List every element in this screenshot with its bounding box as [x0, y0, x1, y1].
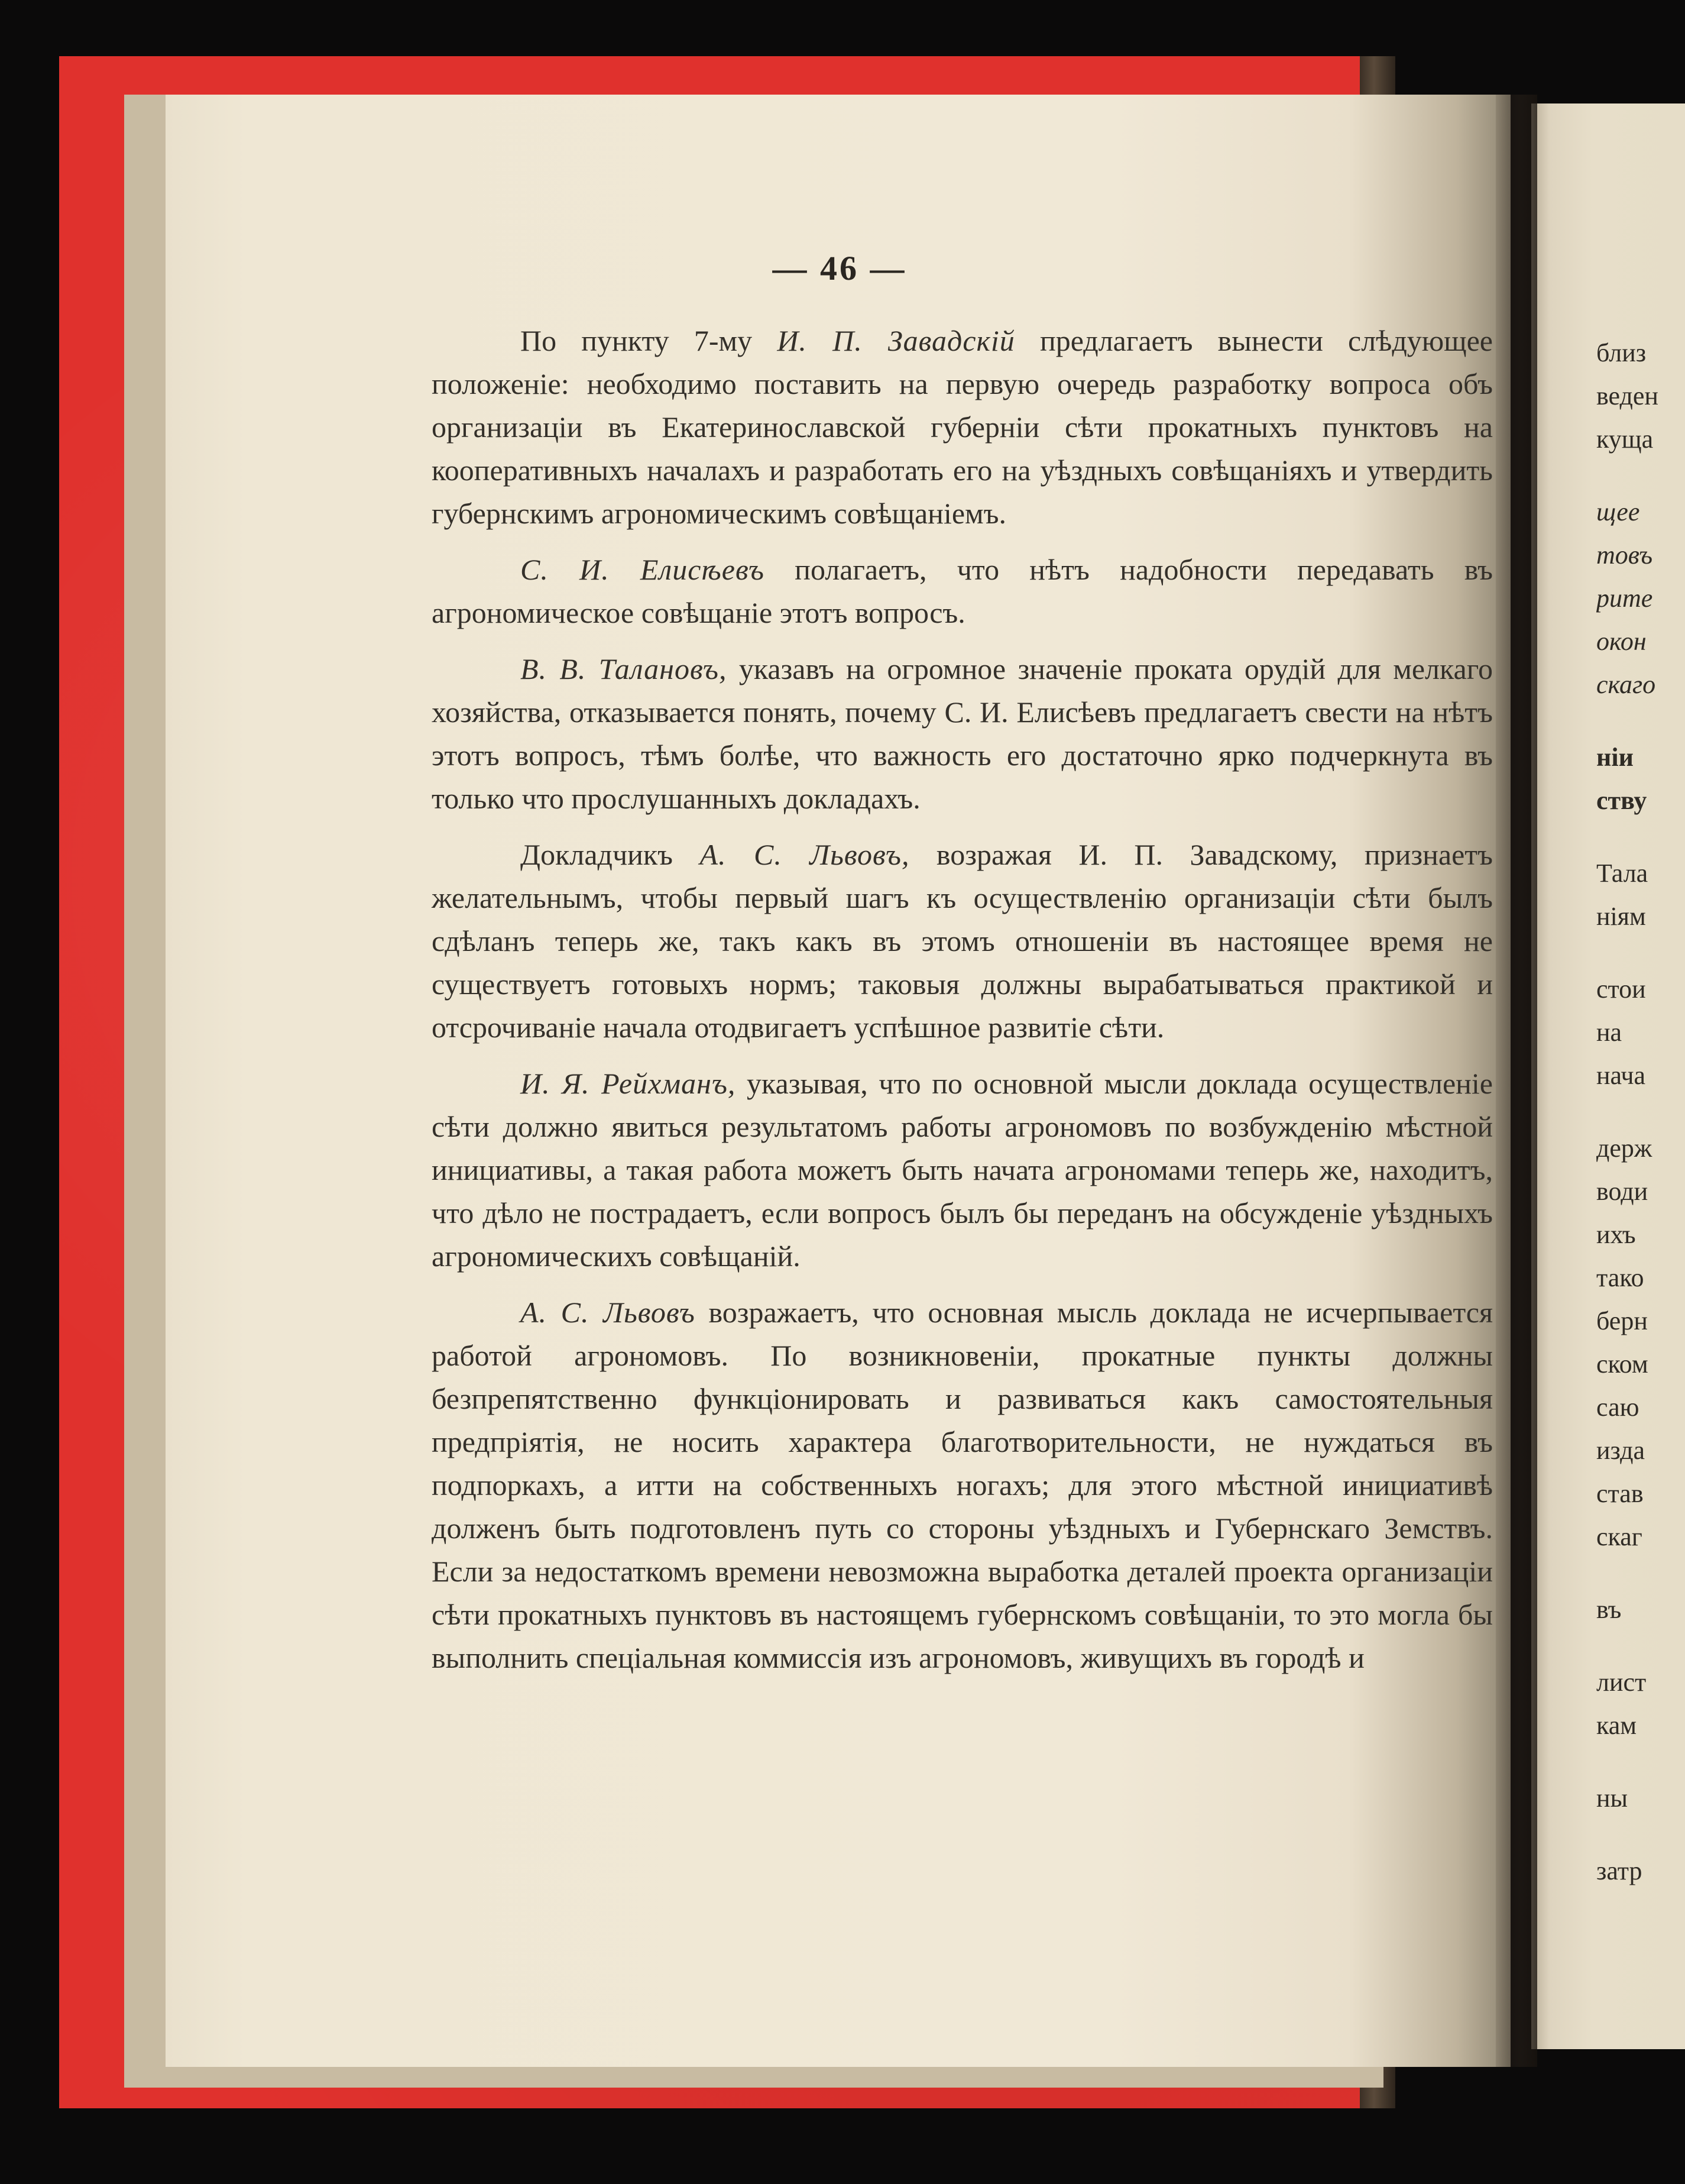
right-page-line: саю [1596, 1393, 1639, 1422]
right-page-line: окон [1596, 627, 1647, 656]
paragraph-text: указавъ на огромное значеніе проката орудій для мелкаго хозяйства, отказывается понять, почему С. И. Елисѣевъ предлагаетъ свести на нѣтъ этотъ вопросъ, тѣмъ болѣе, что важность его достаточно ярко подчеркнута въ только что прослушанныхъ докладахъ. [432, 652, 1493, 815]
right-page-line: ихъ [1596, 1220, 1636, 1249]
right-page-line: держ [1596, 1134, 1652, 1163]
right-page-line [1596, 1558, 1685, 1588]
page-gutter [1496, 95, 1537, 2067]
right-page-line: нача [1596, 1061, 1645, 1090]
right-page-line: став [1596, 1479, 1644, 1508]
right-page-line: рите [1596, 584, 1653, 613]
right-page-line: берн [1596, 1306, 1648, 1335]
right-page-line: ны [1596, 1784, 1628, 1813]
right-page-line: ніям [1596, 902, 1646, 931]
paragraph-text: предлагаетъ вынести слѣдующее положеніе: необходимо поставить на первую очередь разработку вопроса объ организаціи въ Екатеринославской губерніи сѣти прокатныхъ пунктовъ на кооперативныхъ началахъ и разработать его на уѣздныхъ совѣщаніяхъ и утвердить губернскимъ агрономическимъ совѣщаніемъ. [432, 324, 1493, 530]
page-number: — 46 — [772, 249, 907, 287]
right-page-line: изда [1596, 1436, 1645, 1465]
right-page-line: ніи [1596, 743, 1634, 772]
speaker-name: А. С. Львовъ [520, 1296, 695, 1329]
paragraph-text: возражаетъ, что основная мысль доклада не исчерпывается работой агрономовъ. По возникновеніи, прокатные пункты должны безпрепятственно функціонировать и развиваться какъ самостоятельныя предпріятія, не носить характера благотворительности, не нуждаться въ подпоркахъ, а итти на собственныхъ ногахъ; для этого мѣстной инициативѣ долженъ быть подготовленъ путь со стороны уѣздныхъ и Губернскаго Земствъ. Если за недостаткомъ времени невозможна выработка деталей проекта организаціи сѣти прокатныхъ пунктовъ въ настоящемъ губернскомъ совѣщаніи, то это могла бы выполнить спеціальная коммиссія изъ агрономовъ, живущихъ въ городѣ и [432, 1296, 1493, 1674]
paragraph [432, 319, 1493, 535]
right-page-line [1596, 1631, 1685, 1661]
right-page-line: скаг [1596, 1522, 1642, 1551]
speaker-name: А. С. Львовъ, [699, 838, 910, 871]
right-page-line [1596, 1820, 1685, 1849]
main-text [432, 319, 1493, 1693]
right-page-line: кам [1596, 1711, 1637, 1740]
right-page-line: стои [1596, 975, 1646, 1004]
right-page-line [1596, 461, 1685, 490]
right-page-text [1596, 331, 1685, 1892]
right-page-line: веден [1596, 381, 1658, 410]
right-page-line: затр [1596, 1856, 1642, 1885]
paragraph [432, 1291, 1493, 1680]
paragraph [432, 1062, 1493, 1278]
right-page-line: въ [1596, 1595, 1622, 1624]
speaker-name: В. В. Талановъ, [520, 652, 727, 685]
speaker-name: С. И. Елисѣевъ [520, 553, 764, 586]
right-page-line [1596, 1097, 1685, 1127]
right-page-line [1596, 1747, 1685, 1777]
right-page-line: Тала [1596, 859, 1648, 888]
right-page-line: товъ [1596, 541, 1653, 570]
speaker-name: И. Я. Рейхманъ, [520, 1067, 736, 1100]
right-page-line: тако [1596, 1263, 1644, 1292]
right-page-line [1596, 706, 1685, 736]
paragraph-text: возражая И. П. Завадскому, признаетъ желательнымъ, чтобы первый шагъ къ осуществленію организаціи сѣти былъ сдѣланъ теперь же, такъ какъ въ этомъ отношеніи въ настоящее время не существуетъ готовыхъ нормъ; таковыя должны вырабатываться практикой и отсрочиваніе начала отодвигаетъ успѣшное развитіе сѣти. [432, 838, 1493, 1044]
speaker-name: И. П. Завадскій [777, 324, 1015, 357]
right-page-line: на [1596, 1018, 1622, 1047]
right-page-line: близ [1596, 338, 1647, 367]
paragraph-text: указывая, что по основной мысли доклада осуществленіе сѣти должно явиться результатомъ работы агрономовъ по возбужденію мѣстной инициативы, а такая работа можетъ быть начата агрономами теперь же, находитъ, что дѣло не пострадаетъ, если вопросъ былъ бы переданъ на обсужденіе уѣздныхъ агрономическихъ совѣщаній. [432, 1067, 1493, 1273]
paragraph [432, 648, 1493, 820]
right-page-line [1596, 938, 1685, 968]
right-page-line: щее [1596, 497, 1640, 526]
paragraph-lead: По пункту 7-му [520, 324, 777, 357]
right-page-line: скаго [1596, 670, 1656, 699]
right-page-line: води [1596, 1177, 1648, 1206]
paragraph-text: полагаетъ, что нѣтъ надобности передавать въ агрономическое совѣщаніе этотъ вопросъ. [432, 553, 1493, 629]
paragraph [432, 833, 1493, 1049]
right-page-line: лист [1596, 1668, 1647, 1697]
right-page-line: ству [1596, 786, 1647, 815]
right-page-line: куща [1596, 425, 1654, 454]
paragraph-lead: Докладчикъ [520, 838, 700, 871]
right-page-line: ском [1596, 1350, 1648, 1379]
paragraph [432, 548, 1493, 635]
right-page-line [1596, 822, 1685, 852]
